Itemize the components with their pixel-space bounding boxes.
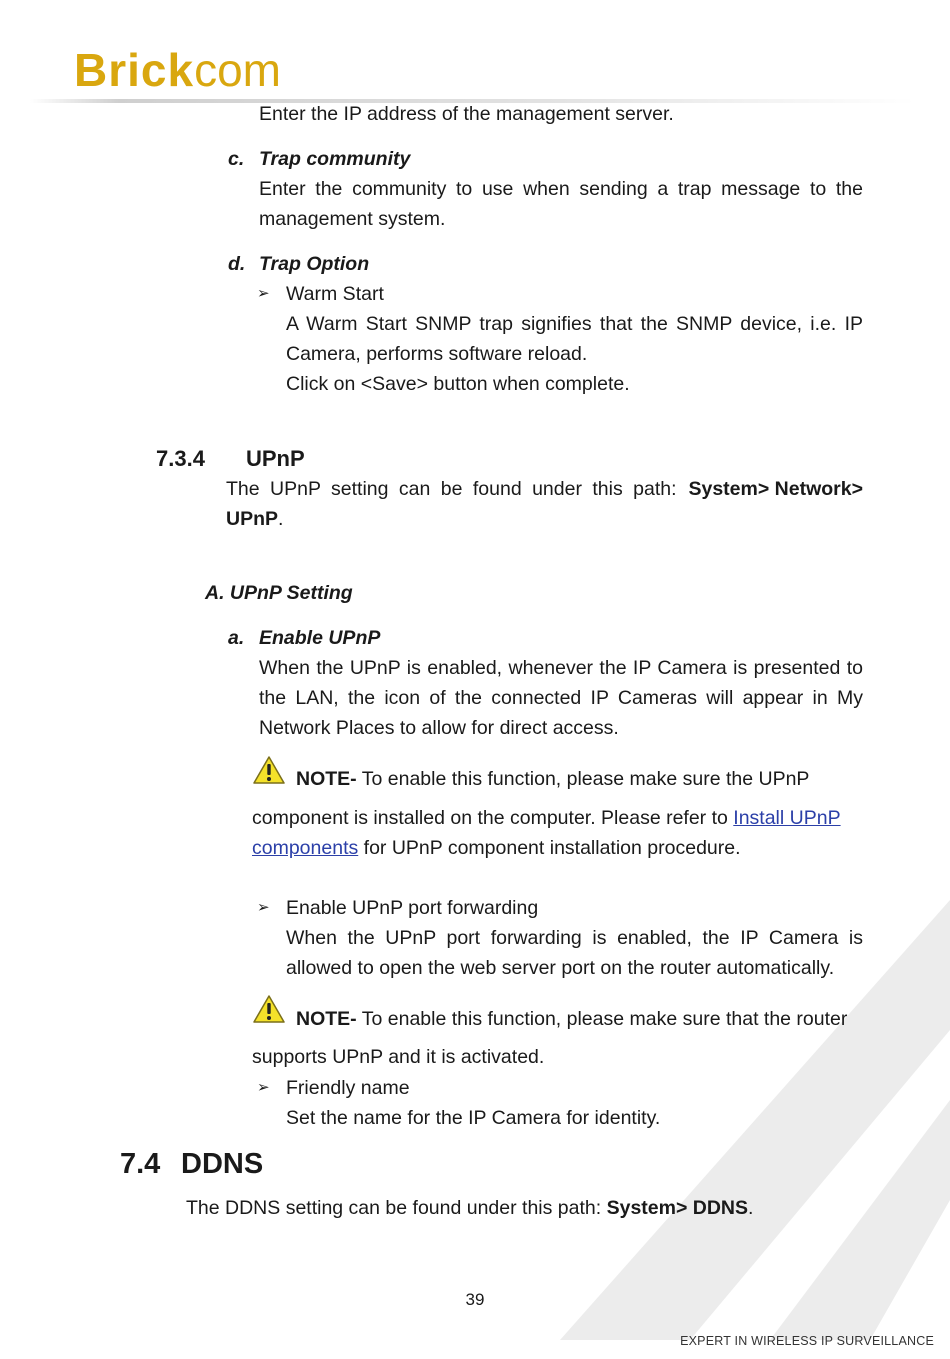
port-forwarding-title: Enable UPnP port forwarding (286, 897, 539, 919)
note2-line1: NOTE- To enable this function, please make sure that the router (296, 1008, 848, 1030)
section-title-ddns: DDNS (181, 1148, 264, 1180)
note1-line1: NOTE- To enable this function, please make sure the UPnP (296, 768, 810, 790)
section-number-7-3-4: 7.3.4 (156, 446, 205, 471)
section-number-7-4: 7.4 (120, 1148, 161, 1180)
trap-community-title: Trap community (259, 148, 411, 170)
page-number: 39 (465, 1290, 485, 1309)
warning-icon (252, 994, 286, 1024)
upnp-path-line1 (226, 474, 863, 504)
upnp-path-bold: System> Network> (688, 478, 863, 500)
footer-tagline: EXPERT IN WIRELESS IP SURVEILLANCE (680, 1334, 934, 1348)
server-ip-description: Enter the IP address of the management server. (259, 103, 674, 125)
section-title-upnp: UPnP (246, 446, 305, 471)
install-upnp-link[interactable]: Install UPnP (733, 807, 841, 829)
list-marker-c: c. (228, 148, 245, 170)
bullet-arrow-icon: ➢ (257, 899, 270, 916)
warm-start-desc-line1: A Warm Start SNMP trap signifies that the SNMP device, i.e. IP (286, 313, 863, 335)
ddns-path: The DDNS setting can be found under this path: System> DDNS. (186, 1197, 754, 1219)
friendly-name-desc: Set the name for the IP Camera for identity. (286, 1107, 661, 1129)
enable-upnp-desc-line1: When the UPnP is enabled, whenever the IP Camera is presented to (259, 657, 863, 679)
upnp-path-line2: UPnP. (226, 508, 284, 530)
upnp-path-text: The UPnP setting can be found under this path: (226, 478, 677, 500)
enable-upnp-desc-line2: the LAN, the icon of the connected IP Cameras will appear in My (259, 687, 863, 709)
bullet-arrow-icon: ➢ (257, 1079, 270, 1096)
enable-upnp-title: Enable UPnP (259, 627, 381, 649)
note1-line3: components for UPnP component installation procedure. (252, 837, 741, 859)
warning-icon (252, 755, 286, 785)
components-link[interactable]: components (252, 837, 359, 859)
trap-option-title: Trap Option (259, 253, 370, 275)
list-marker-d: d. (228, 253, 246, 275)
trap-community-desc-line1: Enter the community to use when sending a trap message to the (259, 178, 863, 200)
note-label: NOTE- (296, 768, 357, 790)
bullet-arrow-icon: ➢ (257, 285, 270, 302)
upnp-setting-heading: A. UPnP Setting (205, 582, 353, 604)
note-label: NOTE- (296, 1008, 357, 1030)
brickcom-logo: Brickcom (74, 44, 281, 96)
warm-start-desc-line3: Click on <Save> button when complete. (286, 373, 630, 395)
list-marker-a: a. (228, 627, 245, 649)
enable-upnp-desc-line3: Network Places to allow for direct access. (259, 717, 619, 739)
friendly-name-title: Friendly name (286, 1077, 410, 1099)
warm-start-desc-line2: Camera, performs software reload. (286, 343, 588, 365)
trap-community-desc-line2: management system. (259, 208, 446, 230)
note2-line2: supports UPnP and it is activated. (252, 1046, 545, 1068)
port-forwarding-desc-line1: When the UPnP port forwarding is enabled, the IP Camera is (286, 927, 863, 949)
warm-start-title: Warm Start (286, 283, 384, 305)
port-forwarding-desc-line2: allowed to open the web server port on the router automatically. (286, 957, 835, 979)
note1-line2: component is installed on the computer. Please refer to Install UPnP (252, 807, 841, 829)
